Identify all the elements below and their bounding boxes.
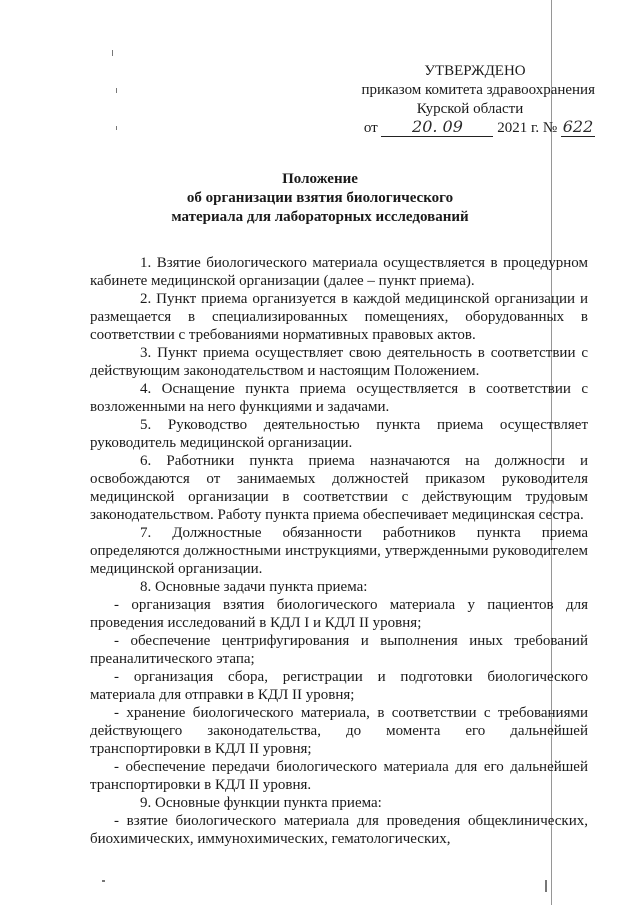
scan-speck	[116, 126, 117, 130]
order-year-number-label: 2021 г. №	[497, 120, 558, 136]
scan-speck	[102, 880, 105, 882]
handwritten-date: 20. 09	[412, 117, 463, 136]
functions-heading: 9. Основные функции пункта приема:	[140, 795, 382, 811]
paragraph: 4. Оснащение пункта приема осуществляется в соответствии с возложенными на него функциями и задачами.	[90, 381, 588, 415]
paragraph: 2. Пункт приема организуется в каждой медицинской организации и размещается в специализированных помещениях, оборудованных в соответствии с требованиями нормативных правовых актов.	[90, 291, 588, 343]
heading-line-2: об организации взятия биологического	[186, 190, 454, 206]
paragraph: 6. Работники пункта приема назначаются на должности и освобождаются от занимаемых должностей приказом руководителя медицинской организации в соответствии с действующим трудовым законодательством. Работу пункта приема обеспечивает медицинская сестра.	[90, 453, 588, 523]
scan-speck	[545, 880, 547, 892]
order-number-field	[561, 119, 595, 137]
task-item: - организация сбора, регистрации и подготовки биологического материала для отправки в КДЛ II уровня;	[90, 669, 588, 703]
approval-line-1: приказом комитета здравоохранения	[361, 82, 595, 98]
document-body	[90, 254, 588, 848]
task-item: - хранение биологического материала, в соответствии с требованиями действующего законодательства, до момента его дальнейшей транспортировки в КДЛ II уровня;	[90, 705, 588, 757]
paragraph: 8. Основные задачи пункта приема:	[140, 579, 368, 595]
document-heading	[150, 170, 490, 227]
approval-order-line	[345, 119, 595, 138]
paragraph: 1. Взятие биологического материала осуществляется в процедурном кабинете медицинской организации (далее – пункт приема).	[90, 255, 588, 289]
from-label: от	[363, 120, 378, 136]
paragraph: 5. Руководство деятельностью пункта приема осуществляет руководитель медицинской организации.	[90, 417, 588, 451]
task-item: - обеспечение передачи биологического материала для его дальнейшей транспортировки в КДЛ II уровня.	[90, 759, 588, 793]
scan-speck	[112, 50, 113, 56]
scan-speck	[116, 88, 117, 93]
approval-line-2: Курской области	[416, 101, 524, 117]
task-item: - организация взятия биологического материала у пациентов для проведения исследований в КДЛ I и КДЛ II уровня;	[90, 597, 588, 631]
order-date-field	[381, 119, 493, 137]
handwritten-number: 622	[562, 117, 594, 136]
approval-block	[345, 62, 595, 138]
approval-title: УТВЕРЖДЕНО	[424, 63, 526, 79]
task-item: - обеспечение центрифугирования и выполнения иных требований преаналитического этапа;	[90, 633, 588, 667]
paragraph: 7. Должностные обязанности работников пункта приема определяются должностными инструкциями, утвержденными руководителем медицинской организации.	[90, 525, 588, 577]
paragraph: 3. Пункт приема осуществляет свою деятельность в соответствии с действующим законодательством и настоящим Положением.	[90, 345, 588, 379]
heading-line-3: материала для лабораторных исследований	[171, 209, 469, 225]
heading-line-1: Положение	[282, 171, 358, 187]
function-item: - взятие биологического материала для проведения общеклинических, биохимических, иммунохимических, гематологических,	[90, 813, 588, 847]
